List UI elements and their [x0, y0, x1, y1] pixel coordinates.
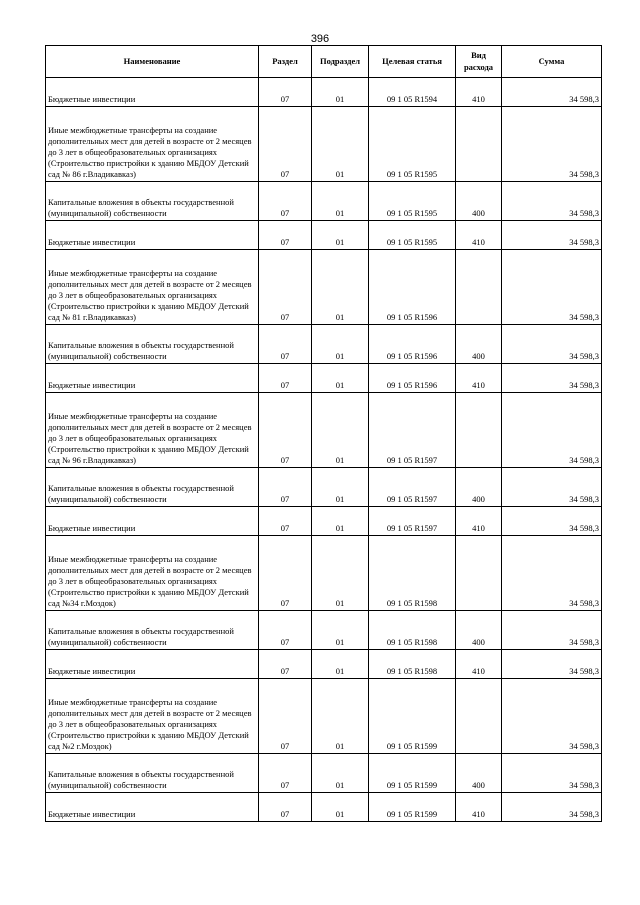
row-expense-type	[456, 250, 502, 325]
row-expense-type: 400	[456, 182, 502, 221]
row-podrazdel: 01	[312, 107, 369, 182]
row-razdel: 07	[259, 221, 312, 250]
row-name: Бюджетные инвестиции	[46, 650, 259, 679]
row-expense-type: 400	[456, 468, 502, 507]
row-article: 09 1 05 R1596	[369, 250, 456, 325]
table-row	[46, 182, 602, 221]
row-expense-type	[456, 107, 502, 182]
row-razdel: 07	[259, 78, 312, 107]
row-razdel: 07	[259, 364, 312, 393]
row-sum: 34 598,3	[502, 393, 602, 468]
row-expense-type: 410	[456, 793, 502, 822]
row-article: 09 1 05 R1596	[369, 325, 456, 364]
row-article: 09 1 05 R1595	[369, 221, 456, 250]
row-sum: 34 598,3	[502, 107, 602, 182]
row-article: 09 1 05 R1599	[369, 793, 456, 822]
row-razdel: 07	[259, 107, 312, 182]
row-sum: 34 598,3	[502, 221, 602, 250]
row-razdel: 07	[259, 250, 312, 325]
row-expense-type: 400	[456, 754, 502, 793]
table-row	[46, 364, 602, 393]
row-podrazdel: 01	[312, 221, 369, 250]
row-expense-type	[456, 536, 502, 611]
row-razdel: 07	[259, 650, 312, 679]
row-sum: 34 598,3	[502, 507, 602, 536]
header-name: Наименование	[46, 46, 259, 78]
row-podrazdel: 01	[312, 182, 369, 221]
row-article: 09 1 05 R1599	[369, 679, 456, 754]
row-podrazdel: 01	[312, 650, 369, 679]
table-row	[46, 611, 602, 650]
row-name: Бюджетные инвестиции	[46, 221, 259, 250]
row-sum: 34 598,3	[502, 611, 602, 650]
row-article: 09 1 05 R1594	[369, 78, 456, 107]
row-sum: 34 598,3	[502, 536, 602, 611]
row-podrazdel: 01	[312, 78, 369, 107]
table-row	[46, 754, 602, 793]
table-row	[46, 221, 602, 250]
budget-table	[45, 45, 602, 822]
row-article: 09 1 05 R1599	[369, 754, 456, 793]
row-expense-type: 410	[456, 221, 502, 250]
row-article: 09 1 05 R1597	[369, 393, 456, 468]
table-header-row	[46, 46, 602, 78]
row-podrazdel: 01	[312, 679, 369, 754]
row-podrazdel: 01	[312, 325, 369, 364]
row-podrazdel: 01	[312, 468, 369, 507]
row-podrazdel: 01	[312, 507, 369, 536]
table-row	[46, 793, 602, 822]
table-row	[46, 650, 602, 679]
page-number: 396	[310, 33, 330, 45]
row-name: Капитальные вложения в объекты государственной (муниципальной) собственности	[46, 611, 259, 650]
row-article: 09 1 05 R1597	[369, 507, 456, 536]
table-row	[46, 679, 602, 754]
row-name: Капитальные вложения в объекты государственной (муниципальной) собственности	[46, 325, 259, 364]
row-article: 09 1 05 R1595	[369, 182, 456, 221]
table-row	[46, 107, 602, 182]
row-podrazdel: 01	[312, 793, 369, 822]
row-razdel: 07	[259, 754, 312, 793]
row-expense-type: 400	[456, 325, 502, 364]
row-sum: 34 598,3	[502, 650, 602, 679]
row-razdel: 07	[259, 611, 312, 650]
row-sum: 34 598,3	[502, 468, 602, 507]
row-name: Бюджетные инвестиции	[46, 793, 259, 822]
row-sum: 34 598,3	[502, 793, 602, 822]
row-expense-type: 410	[456, 78, 502, 107]
header-expense-type: Вид расхода	[456, 46, 502, 78]
row-expense-type	[456, 393, 502, 468]
row-razdel: 07	[259, 393, 312, 468]
row-name: Иные межбюджетные трансферты на создание дополнительных мест для детей в возрасте от 2 месяцев до 3 лет в общеобразовательных организациях (Строительство пристройки к зданию МБДОУ Детский сад №34 г.Моздок)	[46, 536, 259, 611]
table-row	[46, 536, 602, 611]
row-expense-type: 410	[456, 364, 502, 393]
row-name: Иные межбюджетные трансферты на создание дополнительных мест для детей в возрасте от 2 месяцев до 3 лет в общеобразовательных организациях (Строительство пристройки к зданию МБДОУ Детский сад № 81 г.Владикавказ)	[46, 250, 259, 325]
row-name: Капитальные вложения в объекты государственной (муниципальной) собственности	[46, 468, 259, 507]
row-sum: 34 598,3	[502, 78, 602, 107]
row-razdel: 07	[259, 536, 312, 611]
table-row	[46, 507, 602, 536]
row-razdel: 07	[259, 793, 312, 822]
row-sum: 34 598,3	[502, 679, 602, 754]
row-razdel: 07	[259, 325, 312, 364]
row-sum: 34 598,3	[502, 364, 602, 393]
row-name: Капитальные вложения в объекты государственной (муниципальной) собственности	[46, 182, 259, 221]
table-row	[46, 393, 602, 468]
row-podrazdel: 01	[312, 536, 369, 611]
row-article: 09 1 05 R1596	[369, 364, 456, 393]
row-sum: 34 598,3	[502, 182, 602, 221]
table-row	[46, 78, 602, 107]
row-name: Бюджетные инвестиции	[46, 78, 259, 107]
row-podrazdel: 01	[312, 393, 369, 468]
row-podrazdel: 01	[312, 754, 369, 793]
row-razdel: 07	[259, 468, 312, 507]
row-podrazdel: 01	[312, 364, 369, 393]
row-name: Иные межбюджетные трансферты на создание дополнительных мест для детей в возрасте от 2 месяцев до 3 лет в общеобразовательных организациях (Строительство пристройки к зданию МБДОУ Детский сад №2 г.Моздок)	[46, 679, 259, 754]
header-article: Целевая статья	[369, 46, 456, 78]
header-razdel: Раздел	[259, 46, 312, 78]
table-row	[46, 325, 602, 364]
row-podrazdel: 01	[312, 250, 369, 325]
row-razdel: 07	[259, 679, 312, 754]
header-sum: Сумма	[502, 46, 602, 78]
row-sum: 34 598,3	[502, 325, 602, 364]
row-expense-type: 400	[456, 611, 502, 650]
table-row	[46, 250, 602, 325]
row-expense-type	[456, 679, 502, 754]
row-sum: 34 598,3	[502, 754, 602, 793]
row-podrazdel: 01	[312, 611, 369, 650]
row-article: 09 1 05 R1597	[369, 468, 456, 507]
row-name: Капитальные вложения в объекты государственной (муниципальной) собственности	[46, 754, 259, 793]
row-name: Иные межбюджетные трансферты на создание дополнительных мест для детей в возрасте от 2 месяцев до 3 лет в общеобразовательных организациях (Строительство пристройки к зданию МБДОУ Детский сад № 96 г.Владикавказ)	[46, 393, 259, 468]
row-article: 09 1 05 R1598	[369, 650, 456, 679]
header-podrazdel: Подраздел	[312, 46, 369, 78]
row-expense-type: 410	[456, 507, 502, 536]
row-expense-type: 410	[456, 650, 502, 679]
row-name: Иные межбюджетные трансферты на создание дополнительных мест для детей в возрасте от 2 месяцев до 3 лет в общеобразовательных организациях (Строительство пристройки к зданию МБДОУ Детский сад № 86 г.Владикавказ)	[46, 107, 259, 182]
row-sum: 34 598,3	[502, 250, 602, 325]
row-name: Бюджетные инвестиции	[46, 364, 259, 393]
table-row	[46, 468, 602, 507]
row-name: Бюджетные инвестиции	[46, 507, 259, 536]
row-razdel: 07	[259, 507, 312, 536]
row-article: 09 1 05 R1598	[369, 611, 456, 650]
row-article: 09 1 05 R1595	[369, 107, 456, 182]
row-razdel: 07	[259, 182, 312, 221]
row-article: 09 1 05 R1598	[369, 536, 456, 611]
